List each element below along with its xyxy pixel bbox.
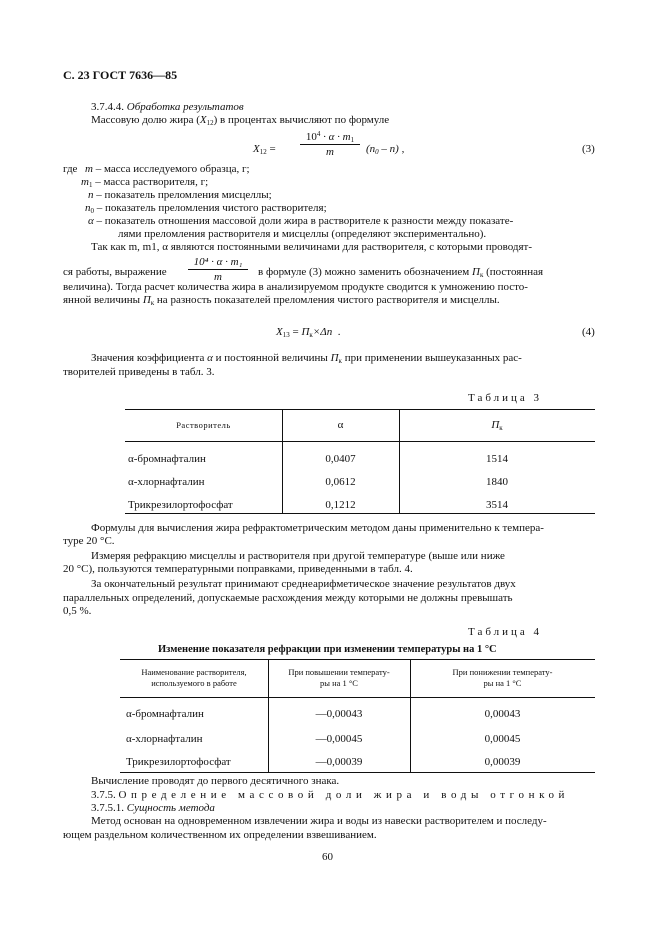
col-pi-symbol: П xyxy=(491,419,500,431)
formula-3-lhs xyxy=(253,143,276,156)
where-lead: где xyxy=(63,163,78,175)
num-exp: 4 xyxy=(316,130,321,138)
table4-title: Изменение показателя рефракции при изменении температуры на 1 °С xyxy=(158,644,497,655)
table3-row-pi: 3514 xyxy=(486,499,508,511)
para-formulas-line1: Формулы для вычисления жира рефрактометрическим методом даны применительно к темпера- xyxy=(91,522,544,534)
para-refraction-line1: Измеряя рефракцию мисцеллы и растворителя при другой температуре (выше или ниже xyxy=(91,550,505,562)
line2b-text: в формуле (3) можно заменить обозначением xyxy=(258,266,470,278)
line4a-text: янной величины xyxy=(63,294,141,306)
col-solvent-line2: используемого в работе xyxy=(151,678,237,688)
col-down-line1: При понижении температу- xyxy=(452,667,553,677)
formula-4-delta: ×Δn xyxy=(312,326,333,338)
section-heading xyxy=(91,101,244,114)
where-sym: n xyxy=(85,202,91,214)
table4-row-down: 0,00039 xyxy=(484,756,521,768)
num-base: 10 xyxy=(305,131,317,143)
col-solvent-line1: Наименование растворителя, xyxy=(141,667,247,677)
values-c: при применении вышеуказанных рас- xyxy=(344,352,522,364)
pi-symbol: П xyxy=(330,352,339,364)
para-const-line3: величина). Тогда расчет количества жира в анализируемом продукте сводится к умножению посто- xyxy=(63,281,528,293)
where-item xyxy=(85,202,327,215)
formula-4-pi-sub: к xyxy=(309,331,313,339)
table3-row-alpha: 0,1212 xyxy=(325,499,356,511)
line4b-text: на разность показателей преломления чистого растворителя и мисцеллы. xyxy=(156,294,500,306)
formula-4-dot: . xyxy=(337,326,341,338)
formula-3-tail xyxy=(366,143,404,156)
pi-sub: к xyxy=(479,271,484,279)
formula-3-x-sub: 12 xyxy=(259,148,267,156)
intro-line xyxy=(91,114,389,127)
where-sub: 0 xyxy=(90,207,94,215)
table4-row-down: 0,00043 xyxy=(484,708,521,720)
formula-4 xyxy=(276,326,340,339)
alpha-symbol: α xyxy=(207,352,213,364)
where-item xyxy=(81,176,208,189)
tail-a: (n xyxy=(366,143,376,155)
section-3751-num: 3.7.5.1. xyxy=(91,802,124,814)
num-sub: 1 xyxy=(350,136,355,144)
section-number: 3.7.4.4. xyxy=(91,101,124,113)
fraction-bar xyxy=(188,269,248,270)
para-const-line2a: ся работы, выражение xyxy=(63,266,167,278)
intro-text-b: ) в процентах вычисляют по формуле xyxy=(213,114,390,126)
pi-sub: к xyxy=(338,357,342,365)
table3-top-rule xyxy=(125,409,595,410)
section-375-line1: Метод основан на одновременном извлечении жира и воды из навески растворителем и последу- xyxy=(91,815,547,827)
section-3751-title: Сущность метода xyxy=(126,802,215,814)
col-up-line2: ры на 1 °С xyxy=(320,678,358,688)
table4-col-solvent xyxy=(120,667,268,689)
table3-bottom-rule xyxy=(125,513,595,514)
section-375-heading xyxy=(91,789,569,802)
section-375-line2: ющем раздельном количественном их определении взвешиванием. xyxy=(63,829,377,841)
table4-row-up: —0,00039 xyxy=(315,756,363,768)
para-final-line2: параллельных определений, допускаемые расхождения между которыми не должны превышать xyxy=(63,592,513,604)
values-a: Значения коэффициента xyxy=(91,352,205,364)
formula-3-denominator: m xyxy=(326,146,334,158)
table3-row-pi: 1840 xyxy=(486,476,508,488)
fraction-bar xyxy=(300,144,360,145)
formula-3-eq: = xyxy=(269,143,276,155)
para-frac-den: m xyxy=(214,271,222,283)
para-frac-num: 10⁴ · α · m₁ xyxy=(193,256,243,268)
where-item xyxy=(88,189,272,202)
table3-col-solvent: Растворитель xyxy=(176,420,231,430)
table4-caption: Таблица 4 xyxy=(468,626,543,638)
table3-col-pi xyxy=(399,419,595,432)
formula-3-numerator xyxy=(300,131,360,143)
para-const-line2b xyxy=(258,266,543,279)
table3-row-alpha: 0,0407 xyxy=(325,453,356,465)
formula-4-x: X xyxy=(276,326,283,338)
table3-row-name: Трикрезилортофосфат xyxy=(128,499,233,511)
para-values-line1 xyxy=(91,352,522,365)
where-cont: лями преломления растворителя и мисцеллы (определяют экспериментально). xyxy=(118,228,487,240)
table4-col-up xyxy=(268,667,410,689)
formula-4-x-sub: 13 xyxy=(282,331,290,339)
formula-4-eq: = xyxy=(292,326,299,338)
table4-row-name: Трикрезилортофосфат xyxy=(126,756,231,768)
table4-row-down: 0,00045 xyxy=(484,733,521,745)
section-title: Обработка результатов xyxy=(126,101,244,113)
table4-bottom-rule xyxy=(120,772,595,773)
formula-3-fraction xyxy=(300,131,360,158)
formula-4-pi: П xyxy=(301,326,310,338)
intro-var: X xyxy=(199,114,207,126)
where-text: – показатель преломления чистого растворителя; xyxy=(96,202,327,214)
tail-sub: 0 xyxy=(375,148,379,156)
intro-text-a: Массовую долю жира ( xyxy=(91,114,200,126)
table3-row-name: α-хлорнафталин xyxy=(128,476,205,488)
table4-top-rule xyxy=(120,659,595,660)
where-text: – показатель преломления мисцеллы; xyxy=(96,189,272,201)
table3-row-pi: 1514 xyxy=(486,453,508,465)
formula-3-x: X xyxy=(253,143,260,155)
formula-3-number: (3) xyxy=(582,143,595,155)
para-final-line3: 0,5 %. xyxy=(63,605,92,617)
pi-symbol: П xyxy=(471,266,480,278)
table3-row-alpha: 0,0612 xyxy=(325,476,356,488)
table3-row-name: α-бромнафталин xyxy=(128,453,206,465)
para-const-line4 xyxy=(63,294,500,307)
table4-header-rule xyxy=(120,697,595,698)
page-header: С. 23 ГОСТ 7636—85 xyxy=(63,68,178,82)
where-sym: m xyxy=(85,163,93,175)
table3-caption: Таблица 3 xyxy=(468,392,543,404)
num-rest: · α · m xyxy=(323,131,351,143)
where-item xyxy=(85,163,250,176)
para-const-fraction xyxy=(188,256,248,283)
col-down-line2: ры на 1 °С xyxy=(483,678,522,688)
intro-sub: 12 xyxy=(206,119,214,127)
para-const-line1: Так как m, m1, α являются постоянными величинами для растворителя, с которыми проводят- xyxy=(91,241,533,253)
table4-row-name: α-бромнафталин xyxy=(126,708,204,720)
table3-col-alpha: α xyxy=(337,419,344,431)
where-text: – показатель отношения массовой доли жира в растворителе к разности между показате- xyxy=(96,215,514,227)
para-final-line1: За окончательный результат принимают среднеарифметическое значение результатов двух xyxy=(91,578,516,590)
where-sym: m xyxy=(81,176,89,188)
para-refraction-line2: 20 °С), пользуются температурными поправками, приведенными в табл. 4. xyxy=(63,563,413,575)
formula-4-number: (4) xyxy=(582,326,595,338)
table4-row-name: α-хлорнафталин xyxy=(126,733,203,745)
para-calc: Вычисление проводят до первого десятичного знака. xyxy=(91,775,340,787)
table4-col-down xyxy=(410,667,595,689)
section-375-num: 3.7.5. xyxy=(91,789,116,801)
para-values-line2: творителей приведены в табл. 3. xyxy=(63,366,215,378)
where-item xyxy=(88,215,513,228)
table3-header-rule xyxy=(125,441,595,442)
page-number: 60 xyxy=(322,851,333,863)
pi-symbol: П xyxy=(142,294,151,306)
para-formulas-line2: туре 20 °С. xyxy=(63,535,115,547)
pi-sub: к xyxy=(150,299,155,307)
where-text: – масса исследуемого образца, г; xyxy=(95,163,250,175)
where-text: – масса растворителя, г; xyxy=(95,176,209,188)
where-sym: n xyxy=(88,189,94,201)
table4-row-up: —0,00043 xyxy=(315,708,363,720)
col-pi-sub: к xyxy=(499,424,503,432)
line2c-text: (постоянная xyxy=(486,266,544,278)
section-3751-heading xyxy=(91,802,215,815)
where-sym: α xyxy=(88,215,94,227)
tail-b: – n) , xyxy=(381,143,405,155)
values-b: и постоянной величины xyxy=(215,352,328,364)
table4-row-up: —0,00045 xyxy=(315,733,363,745)
col-up-line1: При повышении температу- xyxy=(288,667,390,677)
section-375-title: Определение массовой доли жира и воды отгонкой xyxy=(118,789,570,801)
where-sub: 1 xyxy=(88,181,93,189)
